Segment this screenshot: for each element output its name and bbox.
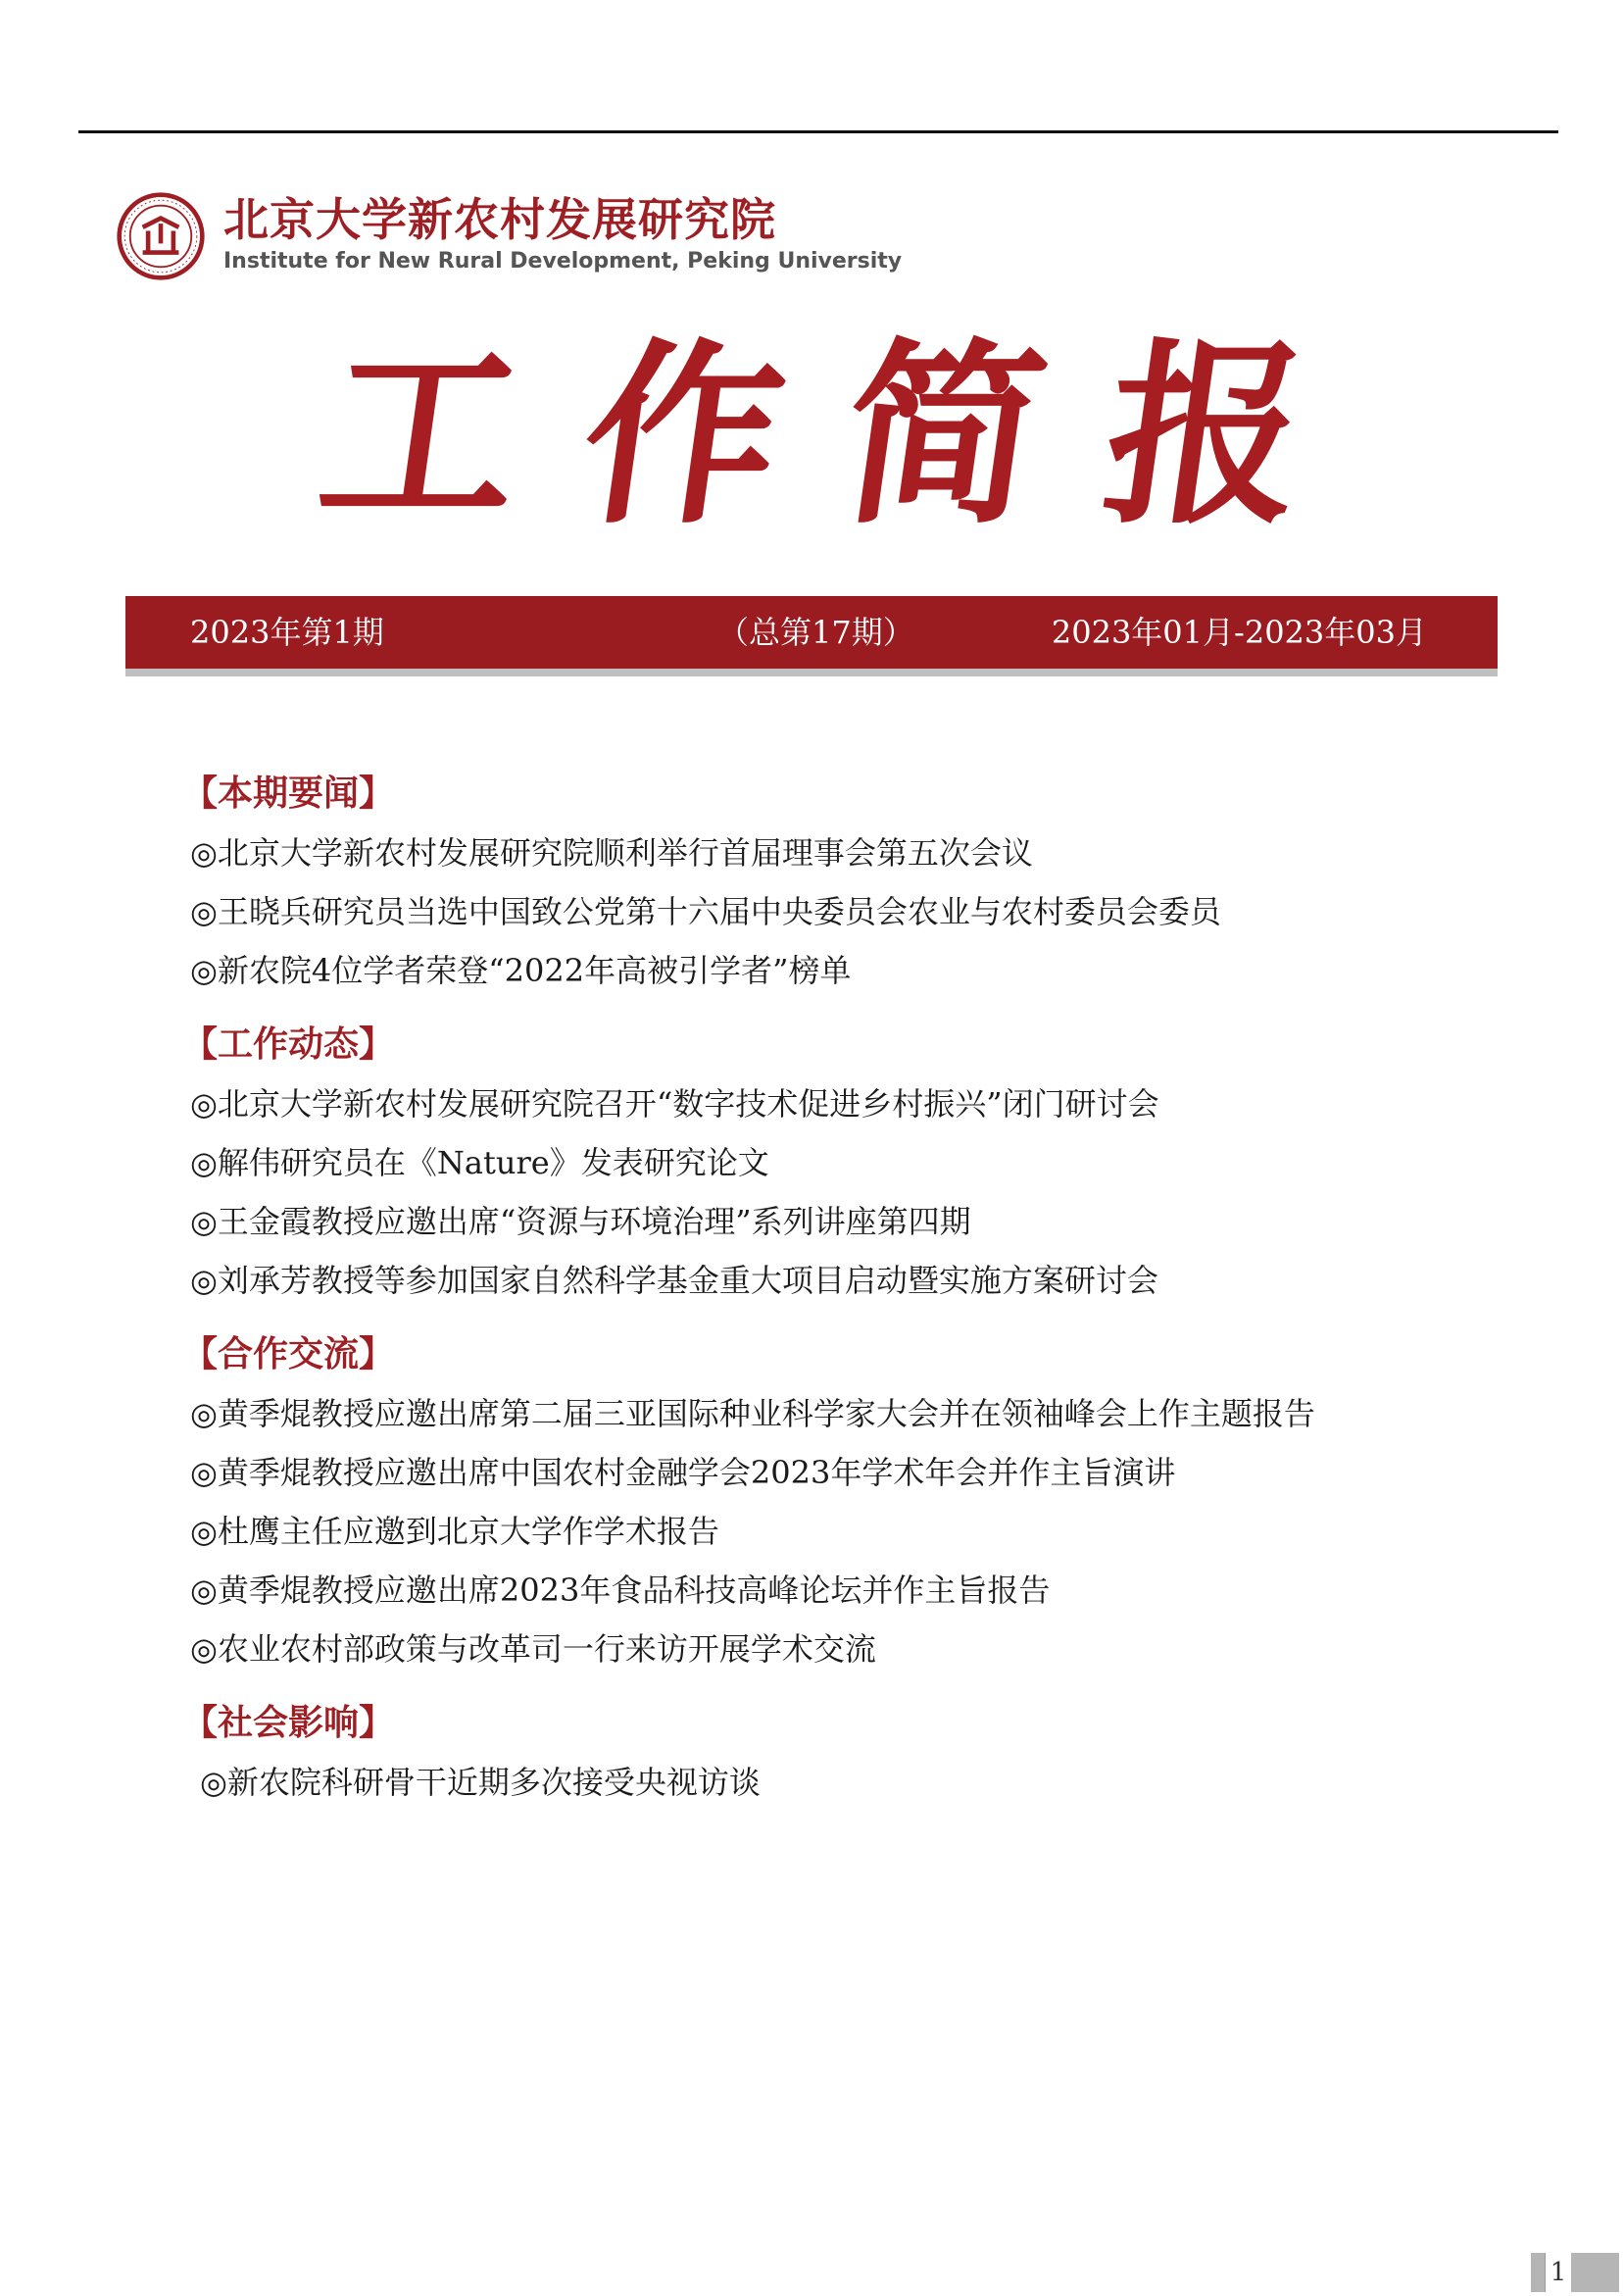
- toc-item[interactable]: ◎黄季焜教授应邀出席第二届三亚国际种业科学家大会并在领袖峰会上作主题报告: [190, 1395, 1315, 1432]
- table-of-contents: [176, 769, 1451, 1831]
- section-cooperation: [176, 1329, 1451, 1684]
- masthead-char: 简: [829, 321, 1058, 551]
- top-rule: [78, 130, 1558, 133]
- section-title: 【社会影响】: [182, 1703, 395, 1743]
- page-number: 1: [1545, 2253, 1571, 2292]
- masthead-char: 报: [1091, 321, 1320, 551]
- section-work-updates: [176, 1020, 1451, 1316]
- masthead-char: 工: [307, 321, 536, 551]
- toc-item[interactable]: ◎黄季焜教授应邀出席2023年食品科技高峰论坛并作主旨报告: [190, 1572, 1051, 1609]
- section-highlights: [176, 769, 1451, 1006]
- masthead-title: [307, 319, 1320, 554]
- issue-total: （总第17期）: [717, 614, 914, 651]
- toc-item[interactable]: ◎刘承芳教授等参加国家自然科学基金重大项目启动暨实施方案研讨会: [190, 1262, 1158, 1299]
- toc-item[interactable]: ◎解伟研究员在《Nature》发表研究论文: [190, 1144, 769, 1181]
- toc-item[interactable]: ◎农业农村部政策与改革司一行来访开展学术交流: [190, 1630, 876, 1668]
- page-number-tab: [1531, 2253, 1619, 2292]
- university-seal-icon: [116, 191, 206, 281]
- organization-name-en: Institute for New Rural Development, Peking University: [223, 249, 903, 274]
- toc-item[interactable]: ◎王金霞教授应邀出席“资源与环境治理”系列讲座第四期: [190, 1203, 971, 1240]
- section-title: 【合作交流】: [182, 1334, 395, 1374]
- issue-date-range: 2023年01月-2023年03月: [1051, 614, 1427, 651]
- toc-item[interactable]: ◎杜鹰主任应邀到北京大学作学术报告: [190, 1513, 719, 1550]
- issue-bar: [125, 596, 1498, 669]
- section-title: 【工作动态】: [182, 1024, 395, 1065]
- masthead-char: 作: [568, 321, 798, 551]
- organization-name-cn: 北京大学新农村发展研究院: [223, 193, 776, 246]
- issue-number: 2023年第1期: [190, 614, 384, 651]
- toc-item[interactable]: ◎新农院科研骨干近期多次接受央视访谈: [200, 1764, 761, 1801]
- toc-item[interactable]: ◎王晓兵研究员当选中国致公党第十六届中央委员会农业与农村委员会委员: [190, 893, 1221, 930]
- section-social-impact: [176, 1698, 1451, 1818]
- toc-item[interactable]: ◎北京大学新农村发展研究院召开“数字技术促进乡村振兴”闭门研讨会: [190, 1085, 1159, 1123]
- toc-item[interactable]: ◎黄季焜教授应邀出席中国农村金融学会2023年学术年会并作主旨演讲: [190, 1454, 1176, 1491]
- section-title: 【本期要闻】: [182, 774, 395, 814]
- toc-item[interactable]: ◎新农院4位学者荣登“2022年高被引学者”榜单: [190, 952, 852, 989]
- toc-item[interactable]: ◎北京大学新农村发展研究院顺利举行首届理事会第五次会议: [190, 834, 1033, 872]
